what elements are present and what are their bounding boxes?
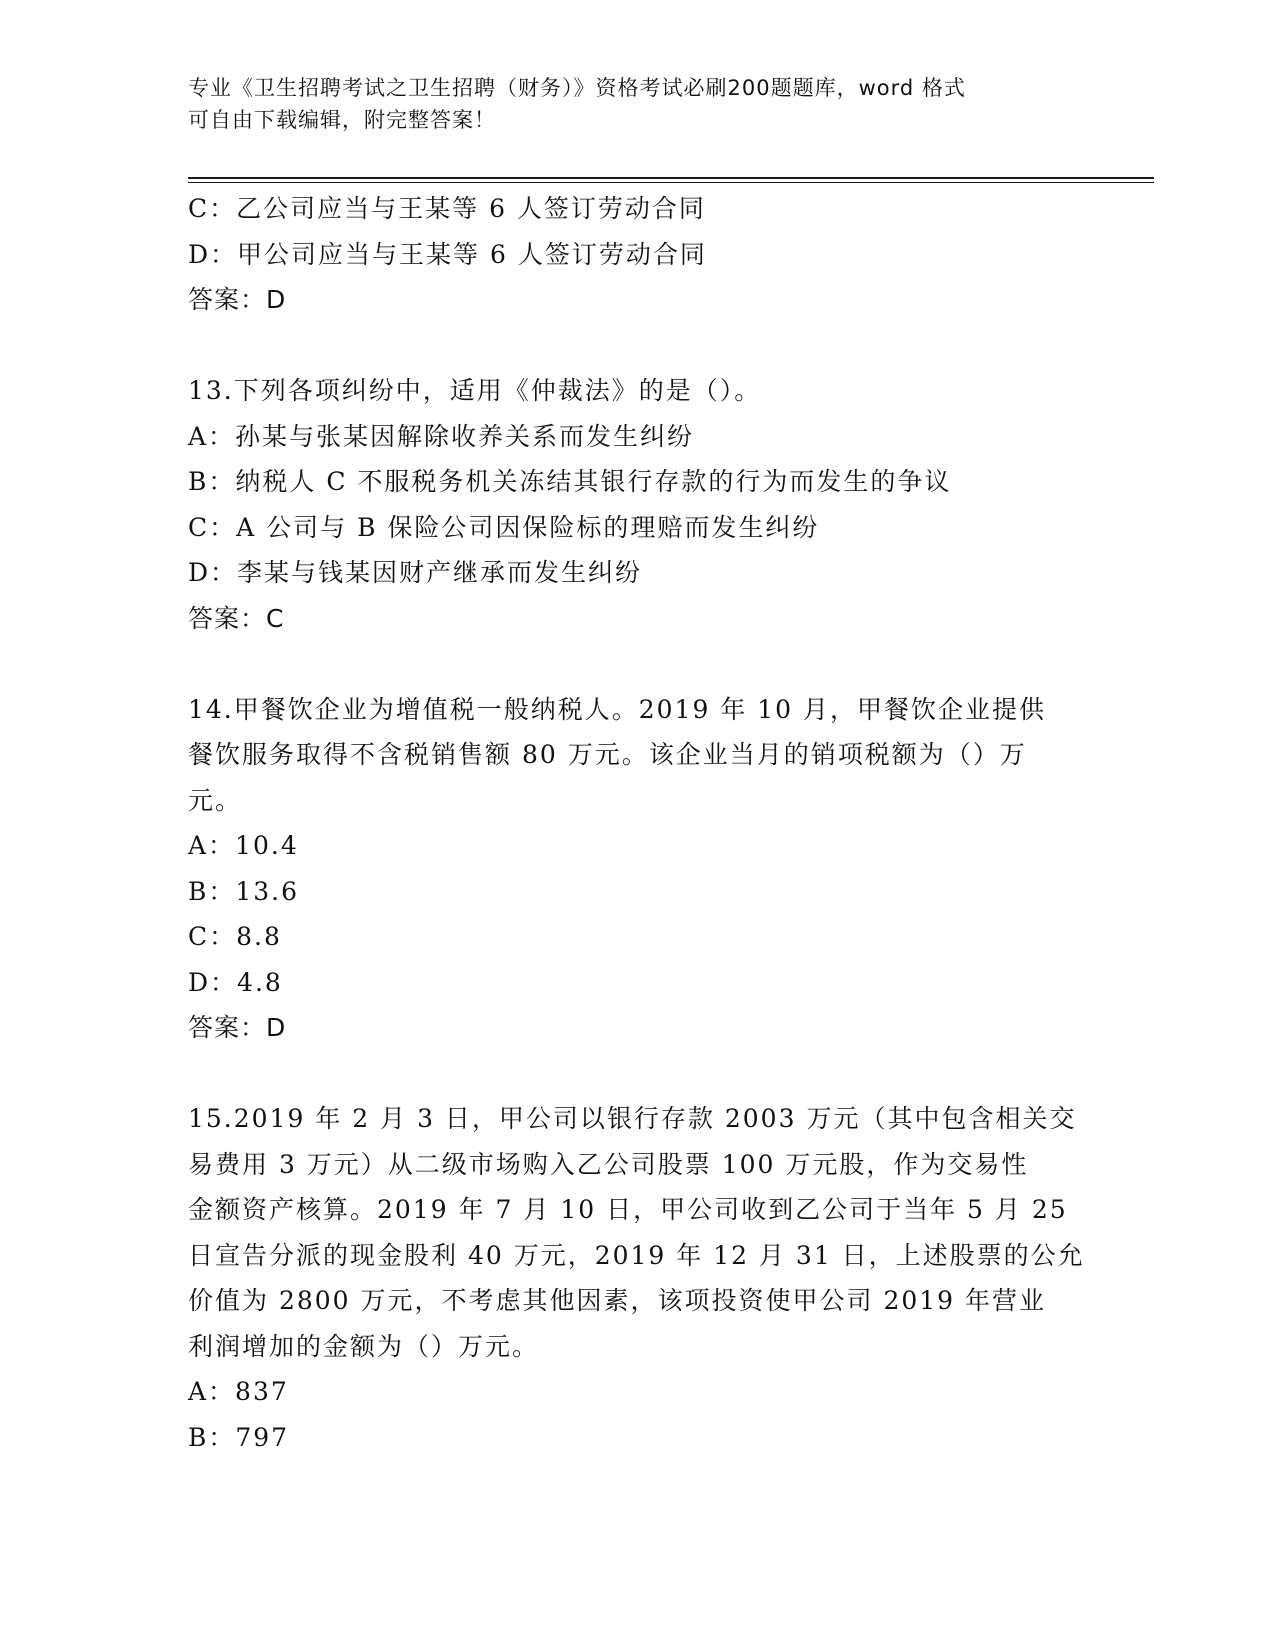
q13-option-c: C：A 公司与 B 保险公司因保险标的理赔而发生纠纷 [188, 512, 820, 542]
q12-option-d: D：甲公司应当与王某等 6 人签订劳动合同 [188, 239, 707, 269]
q15-option-a: A：837 [188, 1377, 289, 1406]
q15-option-b: B：797 [188, 1422, 290, 1452]
q15-stem-line-1: 15.2019 年 2 月 3 日，甲公司以银行存款 2003 万元（其中包含相关交 [188, 1104, 1077, 1133]
q12-answer: 答案：D [188, 285, 287, 314]
q14-answer: 答案：D [188, 1013, 287, 1042]
q14-option-c: C：8.8 [188, 922, 282, 951]
header-title-line-2: 可自由下载编辑，附完整答案！ [188, 108, 496, 132]
question-13 [188, 368, 1088, 641]
q15-stem-line-6: 利润增加的金额为（）万元。 [188, 1331, 540, 1361]
q15-stem-line-5: 价值为 2800 万元，不考虑其他因素，该项投资使甲公司 2019 年营业 [188, 1286, 1047, 1315]
q13-option-b: B：纳税人 C 不服税务机关冻结其银行存款的行为而发生的争议 [188, 467, 952, 496]
q12-option-c: C：乙公司应当与王某等 6 人签订劳动合同 [188, 194, 706, 223]
q14-option-b: B：13.6 [188, 876, 300, 906]
header-divider-thin [188, 182, 1154, 183]
spacer [188, 641, 1088, 687]
q14-stem-line-1: 14.甲餐饮企业为增值税一般纳税人。2019 年 10 月，甲餐饮企业提供 [188, 694, 1047, 724]
q14-option-d: D：4.8 [188, 967, 283, 997]
question-14 [188, 687, 1088, 1051]
question-content [188, 186, 1088, 1460]
question-12-tail [188, 186, 1088, 323]
q15-stem-line-2: 易费用 3 万元）从二级市场购入乙公司股票 100 万元股，作为交易性 [188, 1149, 1029, 1179]
document-header [188, 72, 1068, 136]
header-divider-thick [188, 177, 1154, 179]
q13-option-a: A：孙某与张某因解除收养关系而发生纠纷 [188, 421, 695, 451]
q14-stem-line-2: 餐饮服务取得不含税销售额 80 万元。该企业当月的销项税额为（）万 [188, 740, 1027, 769]
question-15 [188, 1096, 1088, 1460]
q14-option-a: A：10.4 [188, 831, 299, 860]
q13-option-d: D：李某与钱某因财产继承而发生纠纷 [188, 558, 643, 587]
q14-stem-line-3: 元。 [188, 785, 243, 815]
spacer [188, 323, 1088, 369]
header-title-line-1: 专业《卫生招聘考试之卫生招聘（财务）》资格考试必刷200题题库，word 格式 [188, 76, 966, 100]
q15-stem-line-4: 日宣告分派的现金股利 40 万元，2019 年 12 月 31 日，上述股票的公允 [188, 1240, 1085, 1270]
q13-answer: 答案：C [188, 603, 285, 633]
q13-stem: 13.下列各项纠纷中，适用《仲裁法》的是（）。 [188, 376, 762, 405]
q15-stem-line-3: 金额资产核算。2019 年 7 月 10 日，甲公司收到乙公司于当年 5 月 25 [188, 1195, 1068, 1224]
spacer [188, 1051, 1088, 1097]
